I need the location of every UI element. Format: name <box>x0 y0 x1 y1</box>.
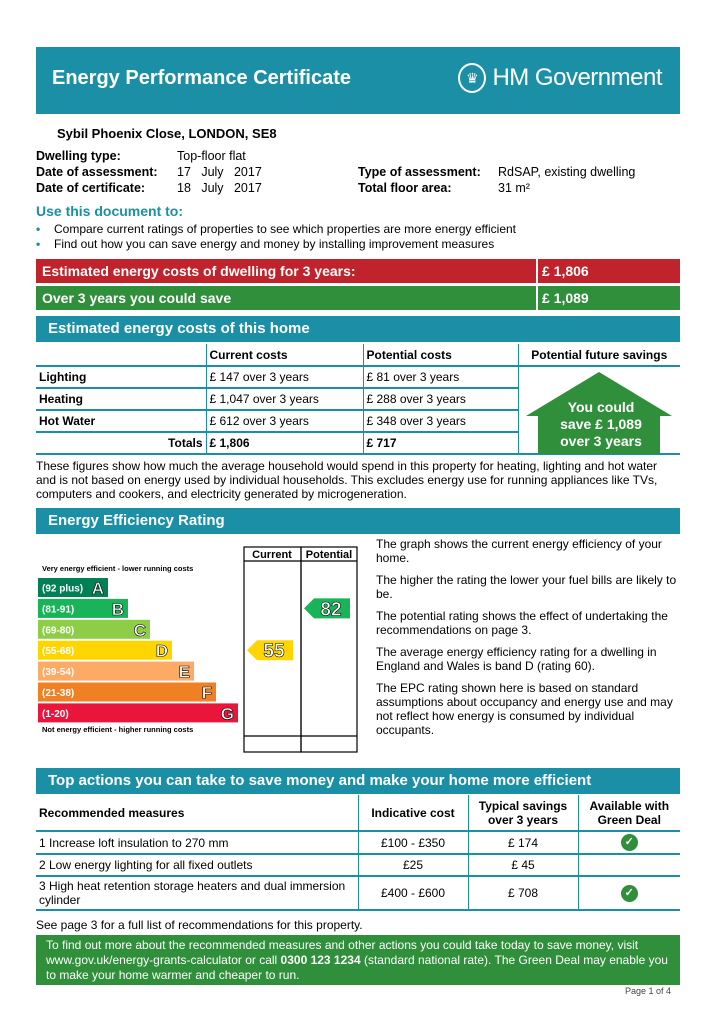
property-address: Sybil Phoenix Close, LONDON, SE8 <box>57 126 277 141</box>
table-row: Lighting £ 147 over 3 years £ 81 over 3 years <box>36 366 680 388</box>
table-header-row <box>36 344 680 366</box>
rating-band-a <box>38 578 108 598</box>
rating-band-e <box>38 662 194 682</box>
estimated-cost-value: £ 1,806 <box>542 263 589 279</box>
page-title: Energy Performance Certificate <box>52 67 352 89</box>
table-row: Hot Water £ 612 over 3 years £ 348 over 3 years <box>36 410 680 432</box>
band-letter: F <box>201 683 212 703</box>
band-letter: C <box>133 620 146 640</box>
table-row: Heating £ 1,047 over 3 years £ 288 over 3 years <box>36 388 680 410</box>
col-potential-label: Potential <box>305 549 353 561</box>
band-letter: A <box>91 579 104 598</box>
band-range-label: (55-68) <box>42 646 75 658</box>
col-current-costs: Current costs <box>206 344 363 366</box>
savings-value: £ 1,089 <box>542 290 589 306</box>
royal-crest-icon: ♛ <box>458 63 486 93</box>
band-letter: D <box>155 641 168 661</box>
green-deal-check-icon: ✓ <box>621 885 638 902</box>
phone-number: 0300 123 1234 <box>280 953 361 967</box>
footer-info: To find out more about the recommended measures and other actions you could take today to save money, visit www.gov.uk/energy-grants-calculator or call 0300 123 1234 (standard national rate). The Green Deal may enable you to make your home warmer and cheaper to run. <box>36 935 680 985</box>
rating-band-f <box>38 683 216 703</box>
recommendations-note: See page 3 for a full list of recommendations for this property. <box>36 918 363 932</box>
bullet-icon: • <box>36 222 41 236</box>
svg-text:82: 82 <box>320 599 342 621</box>
green-deal-check-icon: ✓ <box>621 834 638 851</box>
band-range-label: (1-20) <box>42 708 69 720</box>
certificate-date-label: Date of certificate: <box>36 181 146 195</box>
estimated-cost-bar <box>36 259 680 283</box>
table-row: 1 Increase loft insulation to 270 mm £100 - £350 £ 174 ✓ <box>36 831 680 854</box>
band-range-label: (21-38) <box>42 688 75 699</box>
recommendations-table <box>36 795 680 911</box>
band-range-label: (39-54) <box>42 667 75 679</box>
bullet-item: • Compare current ratings of properties to see which properties are more energy efficient <box>36 222 517 236</box>
bottom-note: Not energy efficient - higher running costs <box>42 725 194 734</box>
costs-note: These figures show how much the average household would spend in this property for heating, lighting and hot water and is not based on energy used by individual households. This excludes energy use for running appliances like TVs, computers and cookers, and electricity generated by microgeneration. <box>36 459 658 501</box>
efficiency-explanation: The graph shows the current energy efficiency of your home. The higher the rating the lower your fuel bills are likely to be. The potential rating shows the effect of undertaking the recommendations on page 3. The average energy efficiency rating for a dwelling in England and Wales is band D (rating 60). The EPC rating shown here is based on standard assumptions about occupancy and energy use and may not reflect how energy is consumed by individual occupants. <box>376 537 677 737</box>
hm-government-logo <box>458 63 662 93</box>
costs-section-heading: Estimated energy costs of this home <box>36 316 680 342</box>
current-rating-marker <box>247 640 293 662</box>
savings-callout: You could save £ 1,089 over 3 years <box>560 399 642 449</box>
page-number: Page 1 of 4 <box>625 986 672 996</box>
assessment-date-label: Date of assessment: <box>36 165 158 179</box>
actions-section-heading: Top actions you can take to save money and make your home more efficient <box>36 768 680 794</box>
band-letter: G <box>220 704 234 724</box>
col-future-savings: Potential future savings <box>518 344 680 366</box>
band-range-label: (92 plus) <box>42 583 84 595</box>
energy-rating-chart <box>36 543 368 755</box>
savings-label: Over 3 years you could save <box>42 290 232 306</box>
floor-area-value: 31 m² <box>498 181 530 195</box>
table-row: 2 Low energy lighting for all fixed outlets £25 £ 45 <box>36 854 680 876</box>
rating-band-b <box>38 599 128 619</box>
use-document-heading: Use this document to: <box>36 203 184 219</box>
hm-government-text: HM Government <box>492 64 662 91</box>
rating-band-c <box>38 620 150 640</box>
assessment-date-value: 17 July 2017 <box>177 165 262 179</box>
col-current-label: Current <box>252 549 292 561</box>
dwelling-type-label: Dwelling type: <box>36 149 121 163</box>
assessment-type-label: Type of assessment: <box>358 165 481 179</box>
band-letter: E <box>178 662 190 682</box>
rating-band-d <box>38 641 172 661</box>
floor-area-label: Total floor area: <box>358 181 452 195</box>
certificate-date-value: 18 July 2017 <box>177 181 262 195</box>
bullet-item: • Find out how you can save energy and money by installing improvement measures <box>36 237 495 251</box>
efficiency-section-heading: Energy Efficiency Rating <box>36 508 680 534</box>
savings-bar <box>36 286 680 310</box>
potential-rating-marker <box>304 598 350 620</box>
dwelling-type-value: Top-floor flat <box>177 149 246 163</box>
bullet-icon: • <box>36 237 41 251</box>
use-document-bullets <box>36 222 516 252</box>
rating-band-g <box>38 703 238 723</box>
table-row: 3 High heat retention storage heaters and dual immersion cylinder £400 - £600 £ 708 ✓ <box>36 876 680 910</box>
band-range-label: (69-80) <box>42 625 75 637</box>
table-header-row: Recommended measures Indicative cost Typical savings over 3 years Available with Green Deal <box>36 795 680 831</box>
svg-text:55: 55 <box>263 641 285 663</box>
assessment-type-value: RdSAP, existing dwelling <box>498 165 636 179</box>
estimated-cost-label: Estimated energy costs of dwelling for 3 years: <box>42 263 356 279</box>
col-potential-costs: Potential costs <box>363 344 518 366</box>
top-note: Very energy efficient - lower running costs <box>42 564 194 573</box>
band-letter: B <box>111 599 124 619</box>
header-banner <box>36 47 680 114</box>
band-range-label: (81-91) <box>42 604 75 616</box>
totals-row: Totals £ 1,806 £ 717 <box>36 432 680 454</box>
